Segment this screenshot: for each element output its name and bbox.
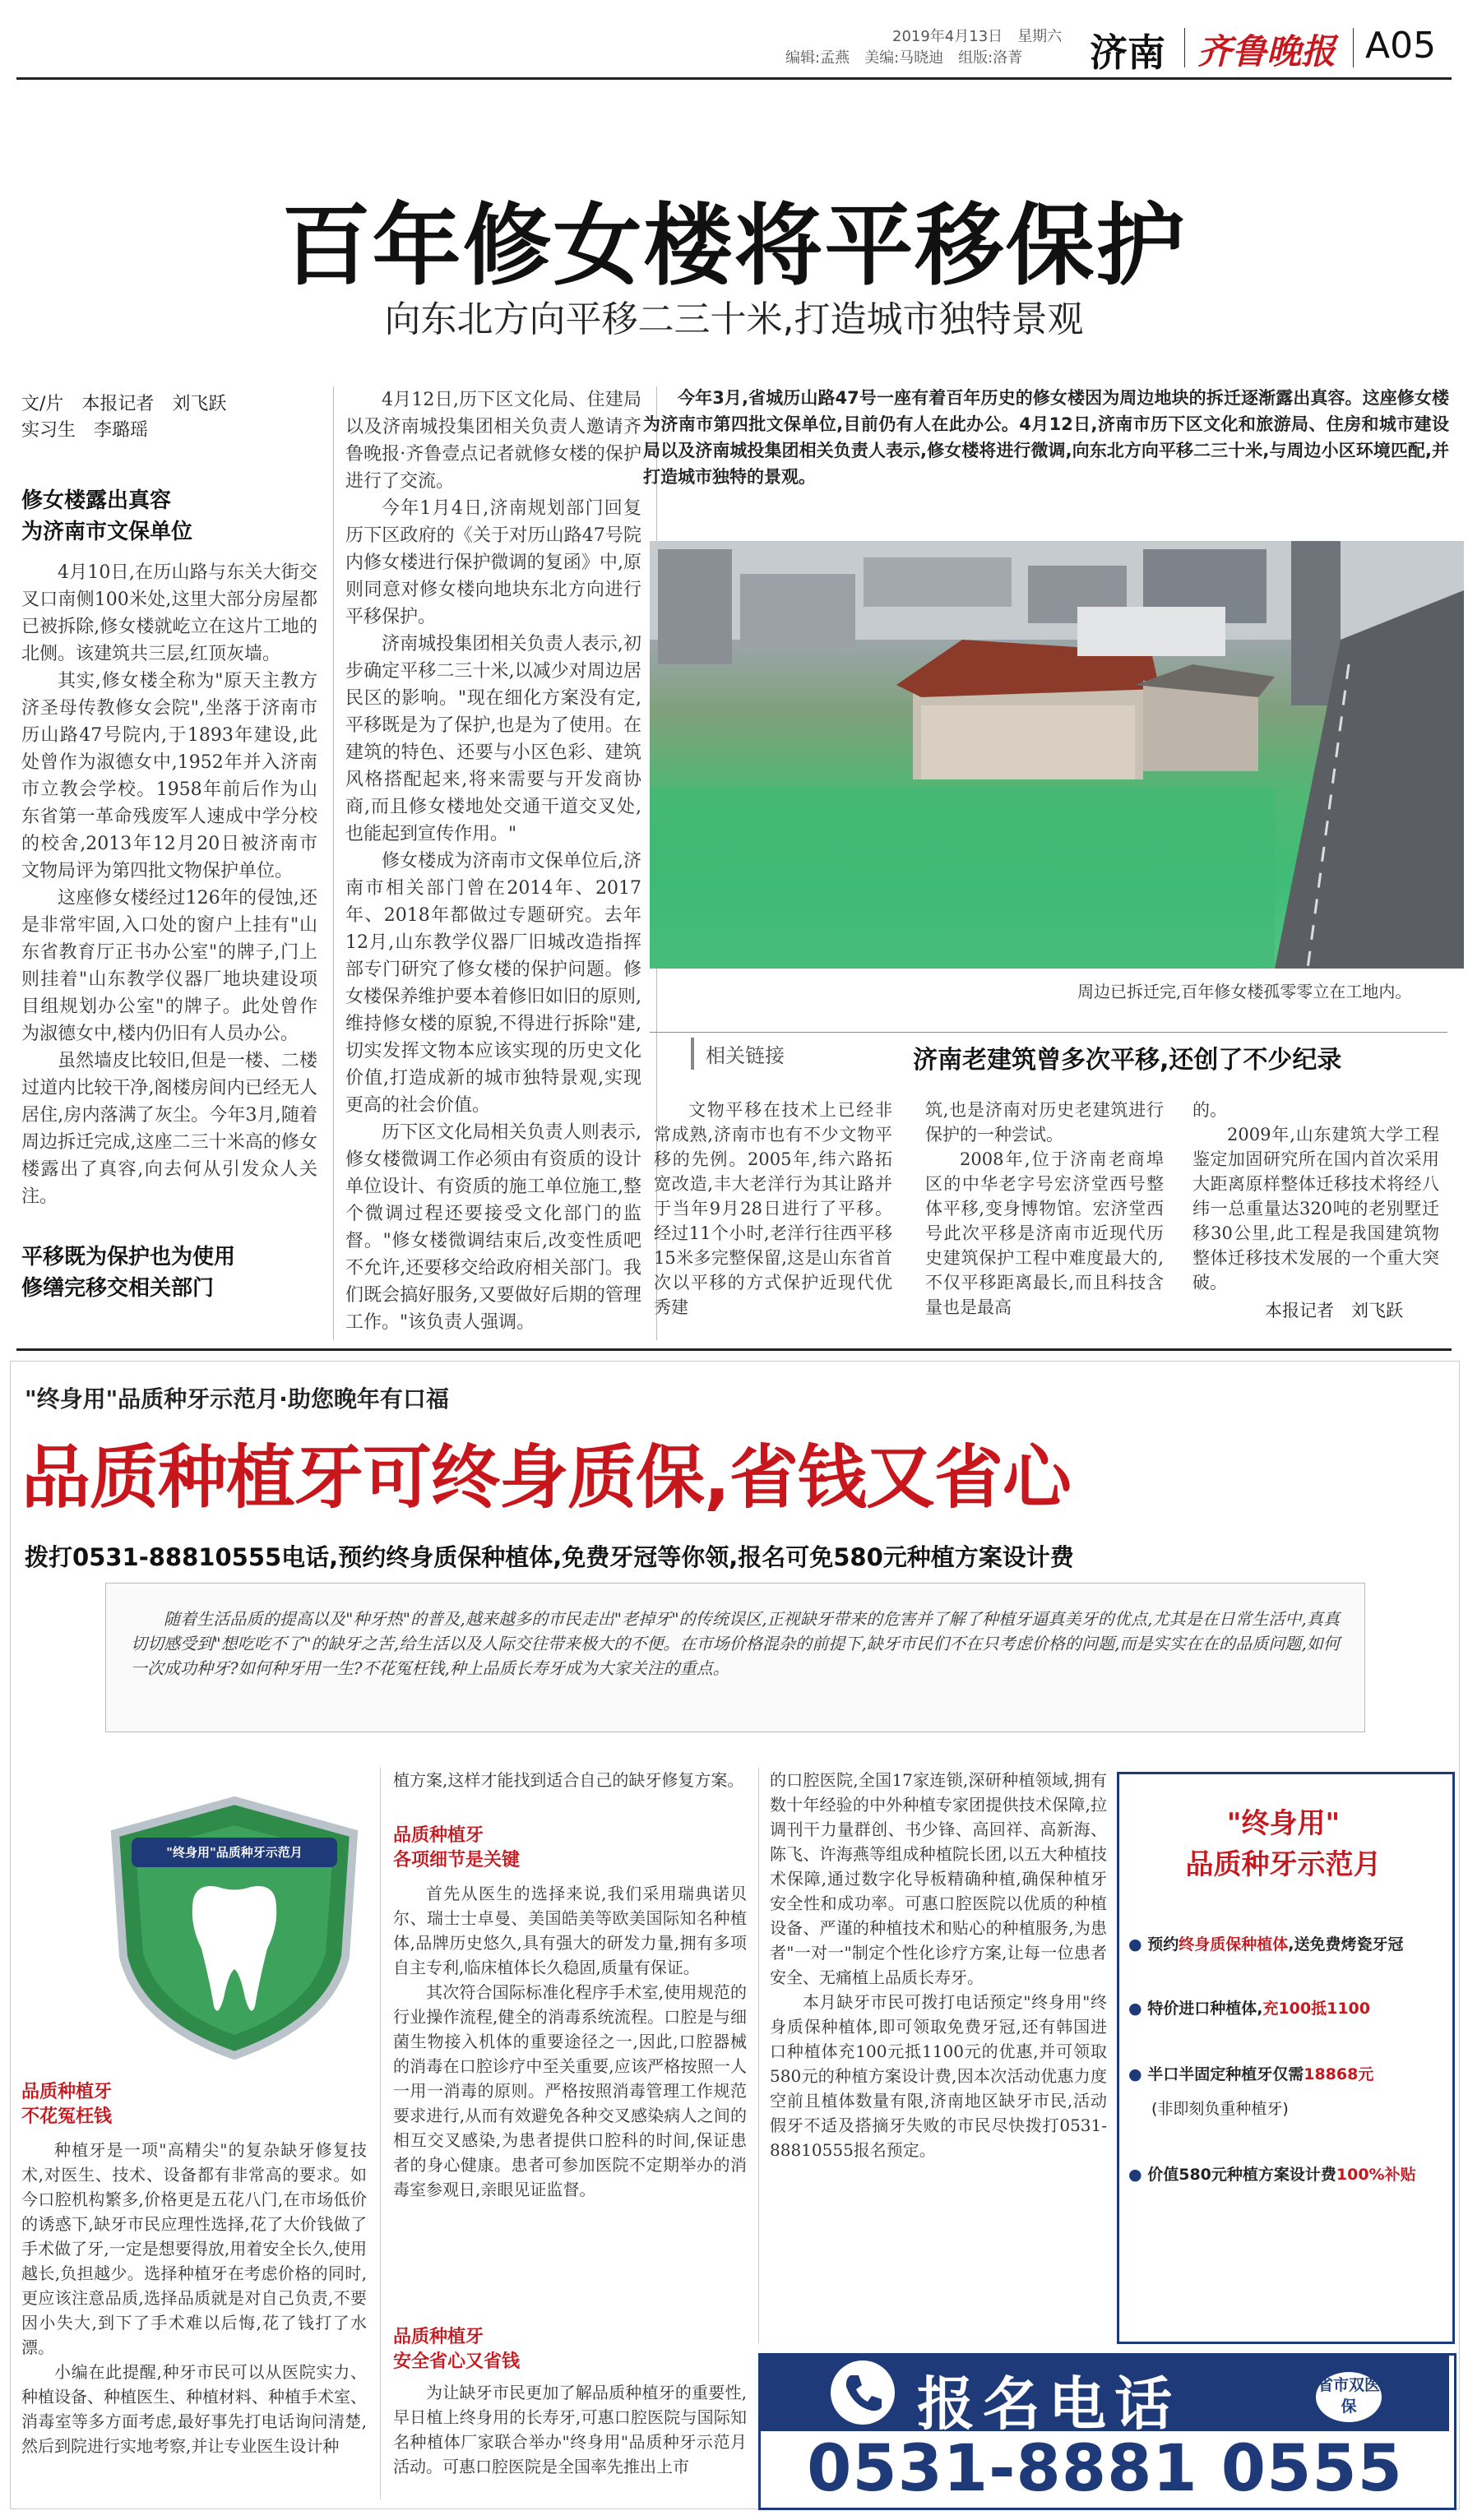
related-title: 济南老建筑曾多次平移,还创了不少纪录 bbox=[913, 1046, 1342, 1075]
ad-column-b-top bbox=[393, 1768, 747, 1819]
paragraph: 本月缺牙市民可拨打电话预定"终身用"终身质保种植体,即可领取免费牙冠,还有韩国进口种植体充100元抵1100元的优惠,并可领取580元的种植方案设计费,因本次活动优惠力度空前且植体数量有限,济南地区缺牙市民,活动假牙不适及搭摘牙失败的市民尽快拨打0531-88810555报名预定。 bbox=[770, 1992, 1107, 2160]
promo-item-post: ,送免费烤瓷牙冠 bbox=[1288, 1935, 1404, 1954]
bullet-icon: ● bbox=[1128, 2065, 1142, 2083]
subhead-2-line1: 平移既为保护也为使用 bbox=[21, 1245, 236, 1269]
tooth-shield-icon bbox=[99, 1792, 370, 2064]
paragraph: 植方案,这样才能找到适合自己的缺牙修复方案。 bbox=[393, 1770, 744, 1790]
ad-badge bbox=[99, 1792, 370, 2064]
page-number: A05 bbox=[1365, 25, 1437, 67]
subhead-2-line2: 修缮完移交相关部门 bbox=[21, 1276, 215, 1301]
ad-subhead-c-line2: 安全省心又省钱 bbox=[393, 2351, 521, 2372]
headline-subtitle: 向东北方向平移二三十米,打造城市独特景观 bbox=[384, 298, 1084, 340]
paragraph: 其实,修女楼全称为"原天主教方济圣母传教修女会院",坐落于济南市历山路47号院内,于1893年建设,此处曾作为淑德女中,1952年并入济南市立教会学校。1958年前后作为山东省第一革命残废军人速成中学分校的校舍,2013年12月20日被济南市文物局评为第四批文物保护单位。 bbox=[21, 671, 317, 881]
related-author: 本报记者 刘飞跃 bbox=[1265, 1301, 1403, 1320]
promo-item-highlight: 充100抵1100 bbox=[1262, 2000, 1370, 2018]
header-divider-2 bbox=[1353, 28, 1354, 67]
phone-label: 报名电话 bbox=[917, 2370, 1180, 2438]
ad-subhead-b-line2: 各项细节是关键 bbox=[393, 1850, 521, 1870]
paragraph: 2009年,山东建筑大学工程鉴定加固研究所在国内首次采用大距离原样整体迁移技术将经八纬一总重量达320吨的老别墅迁移30公里,此工程是我国建筑物整体迁移技术发展的一个重大突破。 bbox=[1192, 1125, 1439, 1292]
subhead-1 bbox=[21, 485, 317, 548]
headline-title: 百年修女楼将平移保护 bbox=[281, 195, 1187, 298]
byline-reporter: 文/片 本报记者 刘飞跃 bbox=[21, 394, 227, 414]
header-editors: 编辑:孟燕 美编:马晓迪 组版:洛菁 bbox=[785, 49, 1023, 67]
ad-column-c bbox=[393, 2380, 747, 2504]
paragraph: 虽然墙皮比较旧,但是一楼、二楼过道内比较干净,阁楼房间内已经无人居住,房内落满了灰尘。今年3月,随着周边拆迁完成,这座二三十米高的修女楼露出了真容,向去何从引发众人关注。 bbox=[21, 1051, 317, 1207]
phone-badge: 省市双医保 bbox=[1316, 2372, 1382, 2422]
paragraph: 济南城投集团相关负责人表示,初步确定平移二三十米,以减少对周边居民区的影响。"现在细化方案没有定,平移既是为了保护,也是为了使用。在建筑的特色、还要与小区色彩、建筑风格搭配起来,将来需要与开发商协商,而且修女楼地处交通干道交叉处,也能起到宣传作用。" bbox=[345, 634, 641, 844]
paragraph: 这座修女楼经过126年的侵蚀,还是非常牢固,入口处的窗户上挂有"山东省教育厅正书办公室"的牌子,门上则挂着"山东教学仪器厂地块建设项目组规划办公室"的牌子。此处曾作为淑德女中,楼内仍旧有人员办公。 bbox=[21, 888, 317, 1044]
related-column-1 bbox=[654, 1098, 892, 1336]
subhead-1-line2: 为济南市文保单位 bbox=[21, 520, 193, 544]
header-rule bbox=[16, 77, 1452, 80]
paragraph: 今年1月4日,济南规划部门回复历下区政府的《关于对历山路47号院内修女楼进行保护微调的复函》中,原则同意对修女楼向地块东北方向进行平移保护。 bbox=[345, 498, 641, 627]
paragraph: 首先从医生的选择来说,我们采用瑞典诺贝尔、瑞士士卓曼、美国皓美等欧美国际知名种植体,品牌历史悠久,具有强大的研发力量,拥有多项自主专利,临床植体长久稳固,质量有保证。 bbox=[393, 1884, 747, 1977]
paragraph: 的口腔医院,全国17家连锁,深研种植领域,拥有数十年经验的中外种植专家团提供技术保障,拉调刊干力量群创、书少锋、高回祥、高新海、陈飞、许海燕等组成种植院长团,以五大种植技术保障,通过数字化导板精确种植,确保种植牙安全性和成功率。可惠口腔医院以优质的种植设备、严谨的种植技术和贴心的种植服务,为患者"一对一"制定个性化诊疗方案,让每一位患者安全、无痛植上品质长寿牙。 bbox=[770, 1770, 1107, 1987]
promo-item bbox=[1128, 2162, 1441, 2185]
header-date: 2019年4月13日 星期六 bbox=[892, 28, 1063, 45]
photo-intro: 今年3月,省城历山路47号一座有着百年历史的修女楼因为周边地块的拆迁逐渐露出真容。这座修女楼为济南市第四批文保单位,目前仍有人在此办公。4月12日,济南市历下区文化和旅游局、住房和城市建设局以及济南城投集团相关负责人表示,修女楼将进行微调,向东北方向平移二三十米,与周边小区环境匹配,并打造城市独特的景观。 bbox=[643, 388, 1449, 487]
header-section: 济南 bbox=[1090, 30, 1165, 75]
ad-column-divider bbox=[380, 1768, 381, 2499]
article-column-1 bbox=[21, 559, 317, 1233]
promo-item-note bbox=[1128, 2097, 1464, 2119]
phone-icon bbox=[831, 2360, 895, 2425]
column-divider bbox=[333, 386, 334, 1340]
header-divider bbox=[1184, 28, 1185, 67]
paragraph: 为让缺牙市民更加了解品质种植牙的重要性,早日植上终身用的长寿牙,可惠口腔医院与国际知名种植体厂家联合举办"终身用"品质种牙示范月活动。可惠口腔医院是全国率先推出上市 bbox=[393, 2383, 747, 2476]
bullet-icon: ● bbox=[1128, 2166, 1142, 2184]
article-bottom-rule bbox=[16, 1348, 1452, 1351]
paragraph: 4月10日,在历山路与东关大街交叉口南侧100米处,这里大部分房屋都已被拆除,修女楼就屹立在这片工地的北侧。该建筑共三层,红顶灰墙。 bbox=[21, 562, 317, 664]
bullet-icon: ● bbox=[1128, 2000, 1142, 2018]
promo-item bbox=[1128, 2062, 1441, 2084]
promo-item-pre: 特价进口种植体, bbox=[1147, 2000, 1263, 2018]
ad-column-d bbox=[770, 1768, 1107, 2343]
ad-subhead-c-line1: 品质种植牙 bbox=[393, 2327, 484, 2347]
paragraph: 筑,也是济南对历史老建筑进行保护的一种尝试。 bbox=[925, 1100, 1164, 1144]
related-rule bbox=[650, 1032, 1447, 1033]
paragraph: 2008年,位于济南老商埠区的中华老字号宏济堂西号整体平移,变身博物馆。宏济堂西号此次平移是济南市近现代历史建筑保护工程中难度最大的,不仅平移距离最长,而且科技含量也是最高 bbox=[925, 1149, 1164, 1317]
bullet-icon: ● bbox=[1128, 1935, 1142, 1954]
ad-subhead-a bbox=[21, 2080, 367, 2129]
telephone-icon bbox=[831, 2360, 895, 2425]
subhead-2 bbox=[21, 1242, 317, 1304]
promo-item-pre: (非即刻负重种植牙) bbox=[1151, 2100, 1289, 2118]
ad-subhead-b bbox=[393, 1824, 747, 1873]
subhead-1-line1: 修女楼露出真容 bbox=[21, 488, 172, 513]
news-photo bbox=[650, 541, 1464, 969]
photo-caption: 周边已拆迁完,百年修女楼孤零零立在工地内。 bbox=[1077, 982, 1412, 1001]
ad-subhead-a-line1: 品质种植牙 bbox=[21, 2082, 113, 2102]
related-tag: 相关链接 bbox=[691, 1038, 796, 1070]
ad-intro-text: 随着生活品质的提高以及"种牙热"的普及,越来越多的市民走出"老掉牙"的传统误区,正视缺牙带来的危害并了解了种植牙逼真美牙的优点,尤其是在日常生活中,真真切切感受到"想吃吃不了"的缺牙之苦,给生活以及人际交往带来极大的不便。在市场价格混杂的前提下,缺牙市民们不在只考虑价格的问题,而是实实在在的品质问题,如何一次成功种牙?如何种牙用一生?不花冤枉钱,种上品质长寿牙成为大家关注的重点。 bbox=[131, 1609, 1340, 1678]
ad-subhead-a-line2: 不花冤枉钱 bbox=[21, 2106, 113, 2127]
ad-subhead-c bbox=[393, 2325, 747, 2374]
paragraph: 种植牙是一项"高精尖"的复杂缺牙修复技术,对医生、技术、设备都有非常高的要求。如今口腔机构繁多,价格更是五花八门,在市场低价的诱惑下,缺牙市民应理性选择,花了大价钱做了手术做了牙,一定是想要得放,用着安全长久,使用越长,负担越少。选择种植牙在考虑价格的同时,更应该注意品质,选择品质就是对自己负责,不要因小失大,到下了手术难以后悔,花了钱打了水漂。 bbox=[21, 2140, 367, 2357]
ad-column-a bbox=[21, 2138, 367, 2499]
paragraph: 4月12日,历下区文化局、住建局以及济南城投集团相关负责人邀请齐鲁晚报·齐鲁壹点记者就修女楼的保护进行了交流。 bbox=[345, 390, 641, 492]
article-column-2 bbox=[345, 386, 641, 1340]
promo-item-highlight: 终身质保种植体 bbox=[1179, 1935, 1289, 1954]
paragraph: 其次符合国际标准化程序手术室,使用规范的行业操作流程,健全的消毒系统流程。口腔是与细菌生物接入机体的重要途径之一,因此,口腔器械的消毒在口腔诊疗中至关重要,应该严格按照一人一用一消毒的原则。严格按照消毒管理工作规范要求进行,从而有效避免各种交叉感染病人之间的相互交叉感染,为患者提供口腔科的时间,保证患者的身心健康。患者可参加医院不定期举办的消毒室参观日,亲眼见证监督。 bbox=[393, 1982, 747, 2199]
promo-item-highlight: 100%补贴 bbox=[1336, 2166, 1416, 2184]
promo-title-1: "终身用" bbox=[1226, 1807, 1341, 1840]
ad-subhead-b-line1: 品质种植牙 bbox=[393, 1825, 484, 1846]
ad-column-b bbox=[393, 1881, 747, 2317]
paragraph: 的。 bbox=[1192, 1100, 1227, 1120]
promo-item-highlight: 18868元 bbox=[1304, 2065, 1374, 2083]
promo-item bbox=[1128, 1932, 1441, 1954]
ad-top-line: "终身用"品质种牙示范月·助您晚年有口福 bbox=[25, 1385, 449, 1413]
promo-item bbox=[1128, 1996, 1441, 2018]
promo-item-pre: 预约 bbox=[1147, 1935, 1179, 1954]
photo-illustration bbox=[650, 541, 1464, 969]
ad-column-divider bbox=[758, 1768, 759, 2343]
paragraph: 小编在此提醒,种牙市民可以从医院实力、种植设备、种植医生、种植材料、种植手术室、消毒室等多方面考虑,最好事先打电话询问清楚,然后到院进行实地考察,并让专业医生设计种 bbox=[21, 2362, 367, 2456]
promo-title-2: 品质种牙示范月 bbox=[1185, 1848, 1382, 1881]
paragraph: 文物平移在技术上已经非常成熟,济南市也有不少文物平移的先例。2005年,纬六路拓宽改造,丰大老洋行为其让路并于当年9月28日进行了平移。经过11个小时,老洋行往西平移15米多完整保留,这是山东省首次以平移的方式保护近现代优秀建 bbox=[654, 1100, 892, 1317]
paragraph: 历下区文化局相关负责人则表示,修女楼微调工作必须由有资质的设计单位设计、有资质的施工单位施工,整个微调过程还要接受文化部门的监督。"修女楼微调结束后,改变性质吧不允许,还要移交给政府相关部门。我们既会搞好服务,又要做好后期的管理工作。"该负责人强调。 bbox=[345, 1122, 641, 1333]
related-column-2 bbox=[925, 1098, 1164, 1336]
paper-logo: 齐鲁晚报 bbox=[1197, 31, 1336, 72]
byline-intern: 实习生 李璐瑶 bbox=[21, 420, 149, 441]
ad-badge-text: "终身用"品质种牙示范月 bbox=[166, 1845, 303, 1860]
promo-item-pre: 半口半固定种植牙仅需 bbox=[1147, 2065, 1304, 2083]
paragraph: 修女楼成为济南市文保单位后,济南市相关部门曾在2014年、2017年、2018年都做过专题研究。去年12月,山东教学仪器厂旧城改造指挥部专门研究了修女楼的保护问题。修女楼保养维护要本着修旧如旧的原则,维持修女楼的原貌,不得进行拆除"建,切实发挥文物本应该实现的历史文化价值,打造成新的城市独特景观,实现更高的社会价值。 bbox=[345, 851, 641, 1116]
phone-number[interactable]: 0531-8881 0555 bbox=[807, 2432, 1403, 2506]
ad-headline: 品质种植牙可终身质保,省钱又省心 bbox=[21, 1437, 1071, 1518]
promo-item-pre: 价值580元种植方案设计费 bbox=[1147, 2166, 1336, 2184]
ad-intro-box bbox=[105, 1583, 1365, 1732]
ad-subline: 拨打0531-88810555电话,预约终身质保种植体,免费牙冠等你领,报名可免580元种植方案设计费 bbox=[25, 1543, 1074, 1571]
